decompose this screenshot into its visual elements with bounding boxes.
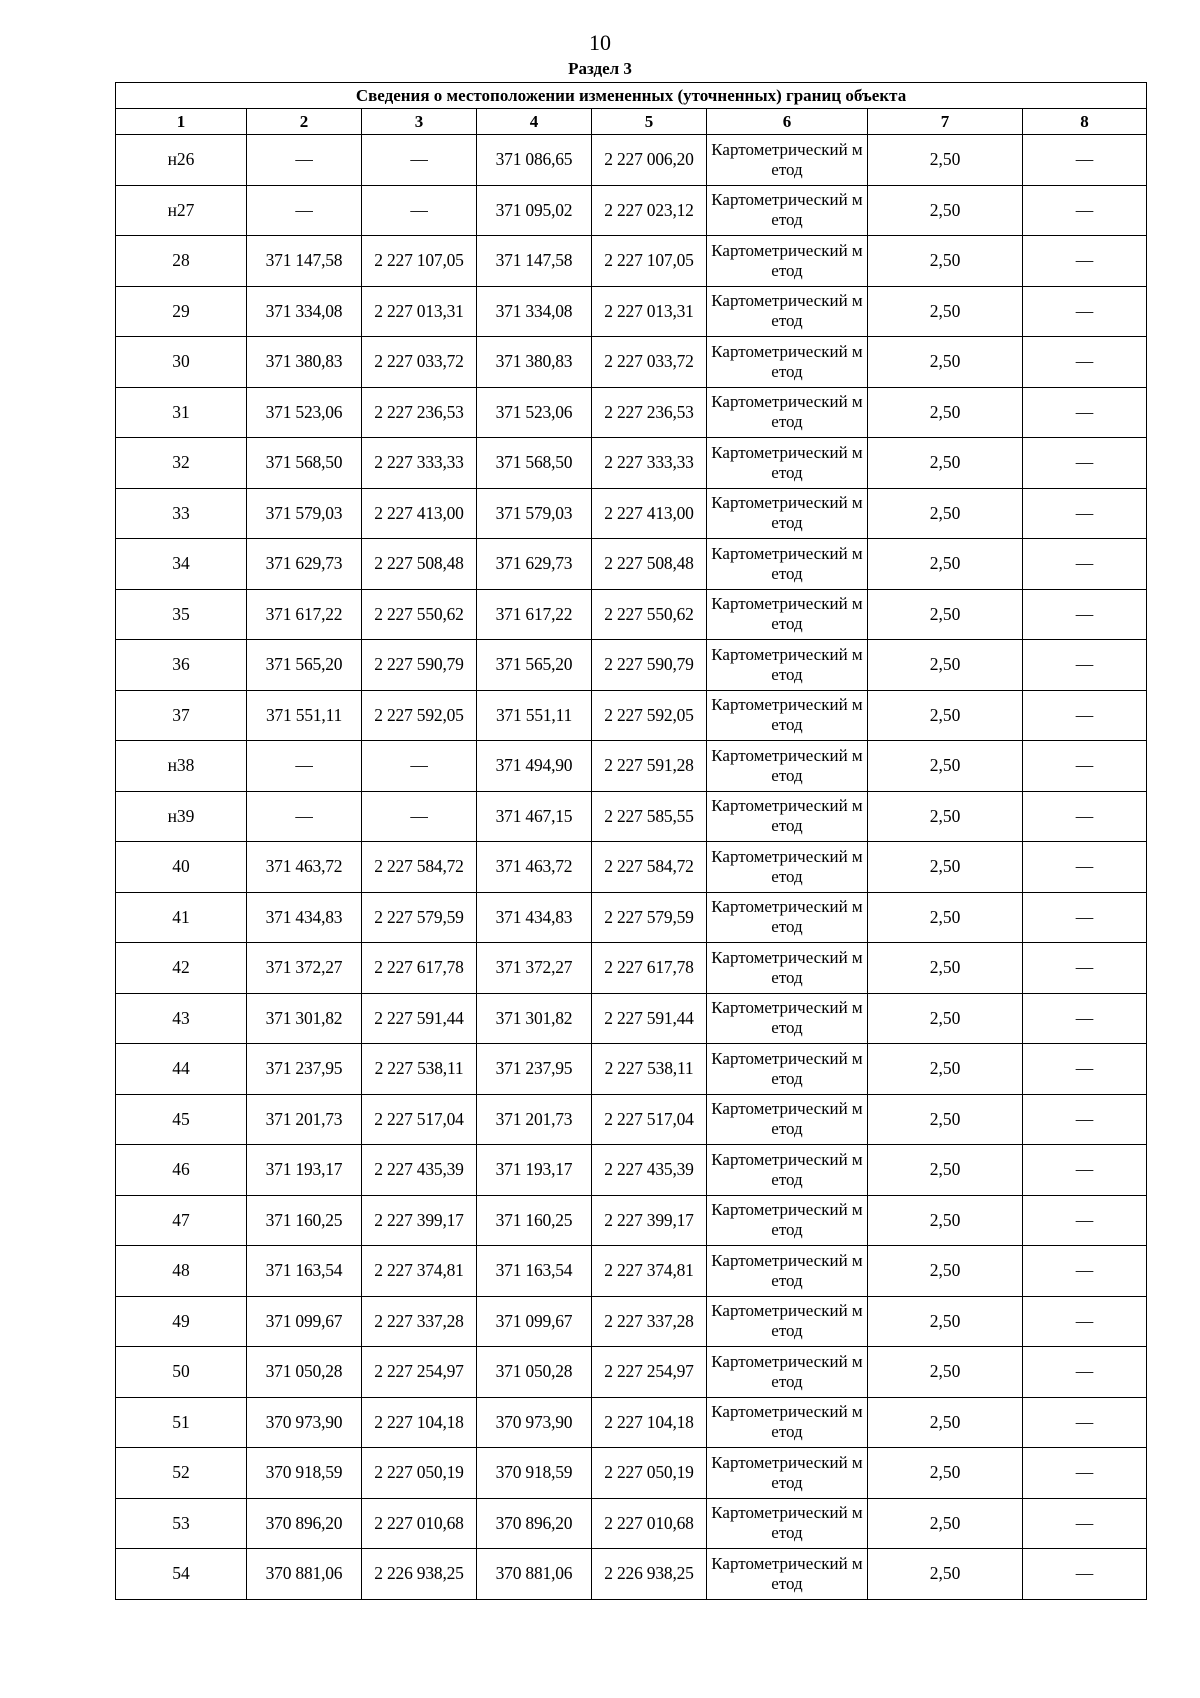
x-old-cell: 371 579,03 bbox=[247, 488, 362, 539]
table-row bbox=[116, 1246, 1147, 1297]
y-new-cell: 2 227 374,81 bbox=[592, 1246, 707, 1297]
table-row bbox=[116, 1549, 1147, 1600]
y-new-cell: 2 227 333,33 bbox=[592, 438, 707, 489]
x-old-cell: 371 301,82 bbox=[247, 993, 362, 1044]
x-new-cell: 371 372,27 bbox=[477, 943, 592, 994]
method-cell: Картометрический метод bbox=[707, 741, 868, 792]
x-old-cell: 371 334,08 bbox=[247, 286, 362, 337]
y-old-cell: 2 227 107,05 bbox=[362, 236, 477, 287]
point-name-cell: 49 bbox=[116, 1296, 247, 1347]
x-new-cell: 371 568,50 bbox=[477, 438, 592, 489]
accuracy-cell: 2,50 bbox=[868, 640, 1023, 691]
method-cell: Картометрический метод bbox=[707, 1044, 868, 1095]
table-body bbox=[116, 135, 1147, 1600]
table-row bbox=[116, 640, 1147, 691]
method-cell: Картометрический метод bbox=[707, 842, 868, 893]
accuracy-cell: 2,50 bbox=[868, 1347, 1023, 1398]
accuracy-cell: 2,50 bbox=[868, 1549, 1023, 1600]
x-new-cell: 371 334,08 bbox=[477, 286, 592, 337]
table-row bbox=[116, 539, 1147, 590]
x-old-cell: 371 160,25 bbox=[247, 1195, 362, 1246]
y-new-cell: 2 227 508,48 bbox=[592, 539, 707, 590]
table-row bbox=[116, 1448, 1147, 1499]
method-cell: Картометрический метод bbox=[707, 1498, 868, 1549]
x-new-cell: 371 301,82 bbox=[477, 993, 592, 1044]
x-new-cell: 371 237,95 bbox=[477, 1044, 592, 1095]
note-cell: — bbox=[1023, 1296, 1147, 1347]
table-row bbox=[116, 185, 1147, 236]
x-old-cell: 371 617,22 bbox=[247, 589, 362, 640]
table-row bbox=[116, 387, 1147, 438]
accuracy-cell: 2,50 bbox=[868, 286, 1023, 337]
y-new-cell: 2 227 010,68 bbox=[592, 1498, 707, 1549]
y-new-cell: 2 227 517,04 bbox=[592, 1094, 707, 1145]
x-old-cell: 371 523,06 bbox=[247, 387, 362, 438]
table-row bbox=[116, 892, 1147, 943]
table-row bbox=[116, 842, 1147, 893]
point-name-cell: 37 bbox=[116, 690, 247, 741]
method-cell: Картометрический метод bbox=[707, 539, 868, 590]
column-number: 6 bbox=[707, 109, 868, 135]
point-name-cell: 48 bbox=[116, 1246, 247, 1297]
method-cell: Картометрический метод bbox=[707, 337, 868, 388]
y-new-cell: 2 227 050,19 bbox=[592, 1448, 707, 1499]
table-row bbox=[116, 1498, 1147, 1549]
accuracy-cell: 2,50 bbox=[868, 1044, 1023, 1095]
x-old-cell: 370 881,06 bbox=[247, 1549, 362, 1600]
method-cell: Картометрический метод bbox=[707, 589, 868, 640]
y-old-cell: 2 227 550,62 bbox=[362, 589, 477, 640]
accuracy-cell: 2,50 bbox=[868, 438, 1023, 489]
note-cell: — bbox=[1023, 1094, 1147, 1145]
y-new-cell: 2 227 592,05 bbox=[592, 690, 707, 741]
table-row bbox=[116, 589, 1147, 640]
x-old-cell: 371 463,72 bbox=[247, 842, 362, 893]
y-new-cell: 2 227 107,05 bbox=[592, 236, 707, 287]
x-old-cell: 371 434,83 bbox=[247, 892, 362, 943]
y-new-cell: 2 227 236,53 bbox=[592, 387, 707, 438]
point-name-cell: 36 bbox=[116, 640, 247, 691]
y-old-cell: 2 227 337,28 bbox=[362, 1296, 477, 1347]
y-new-cell: 2 227 591,44 bbox=[592, 993, 707, 1044]
accuracy-cell: 2,50 bbox=[868, 236, 1023, 287]
y-old-cell: — bbox=[362, 185, 477, 236]
accuracy-cell: 2,50 bbox=[868, 135, 1023, 186]
note-cell: — bbox=[1023, 337, 1147, 388]
accuracy-cell: 2,50 bbox=[868, 488, 1023, 539]
y-old-cell: 2 227 579,59 bbox=[362, 892, 477, 943]
y-old-cell: 2 227 236,53 bbox=[362, 387, 477, 438]
point-name-cell: н39 bbox=[116, 791, 247, 842]
x-new-cell: 371 617,22 bbox=[477, 589, 592, 640]
table-row bbox=[116, 1044, 1147, 1095]
point-name-cell: 34 bbox=[116, 539, 247, 590]
y-new-cell: 2 227 104,18 bbox=[592, 1397, 707, 1448]
accuracy-cell: 2,50 bbox=[868, 539, 1023, 590]
y-old-cell: 2 227 413,00 bbox=[362, 488, 477, 539]
method-cell: Картометрический метод bbox=[707, 892, 868, 943]
method-cell: Картометрический метод bbox=[707, 943, 868, 994]
y-new-cell: 2 227 617,78 bbox=[592, 943, 707, 994]
point-name-cell: 46 bbox=[116, 1145, 247, 1196]
x-old-cell: 371 237,95 bbox=[247, 1044, 362, 1095]
method-cell: Картометрический метод bbox=[707, 1145, 868, 1196]
note-cell: — bbox=[1023, 892, 1147, 943]
note-cell: — bbox=[1023, 690, 1147, 741]
method-cell: Картометрический метод bbox=[707, 1549, 868, 1600]
y-new-cell: 2 226 938,25 bbox=[592, 1549, 707, 1600]
y-old-cell: 2 226 938,25 bbox=[362, 1549, 477, 1600]
accuracy-cell: 2,50 bbox=[868, 387, 1023, 438]
table-row bbox=[116, 286, 1147, 337]
x-new-cell: 371 050,28 bbox=[477, 1347, 592, 1398]
accuracy-cell: 2,50 bbox=[868, 185, 1023, 236]
x-new-cell: 371 099,67 bbox=[477, 1296, 592, 1347]
y-old-cell: 2 227 435,39 bbox=[362, 1145, 477, 1196]
y-old-cell: 2 227 254,97 bbox=[362, 1347, 477, 1398]
y-old-cell: 2 227 010,68 bbox=[362, 1498, 477, 1549]
y-old-cell: 2 227 374,81 bbox=[362, 1246, 477, 1297]
x-new-cell: 371 380,83 bbox=[477, 337, 592, 388]
table-row bbox=[116, 1195, 1147, 1246]
y-new-cell: 2 227 033,72 bbox=[592, 337, 707, 388]
y-old-cell: — bbox=[362, 791, 477, 842]
method-cell: Картометрический метод bbox=[707, 135, 868, 186]
method-cell: Картометрический метод bbox=[707, 488, 868, 539]
accuracy-cell: 2,50 bbox=[868, 1246, 1023, 1297]
table-row bbox=[116, 993, 1147, 1044]
point-name-cell: 54 bbox=[116, 1549, 247, 1600]
y-old-cell: 2 227 033,72 bbox=[362, 337, 477, 388]
x-old-cell: — bbox=[247, 791, 362, 842]
accuracy-cell: 2,50 bbox=[868, 943, 1023, 994]
point-name-cell: 51 bbox=[116, 1397, 247, 1448]
y-new-cell: 2 227 337,28 bbox=[592, 1296, 707, 1347]
table-row bbox=[116, 690, 1147, 741]
method-cell: Картометрический метод bbox=[707, 1397, 868, 1448]
x-old-cell: 370 973,90 bbox=[247, 1397, 362, 1448]
column-number: 3 bbox=[362, 109, 477, 135]
point-name-cell: 50 bbox=[116, 1347, 247, 1398]
y-old-cell: 2 227 591,44 bbox=[362, 993, 477, 1044]
y-new-cell: 2 227 399,17 bbox=[592, 1195, 707, 1246]
x-old-cell: 370 896,20 bbox=[247, 1498, 362, 1549]
y-old-cell: 2 227 590,79 bbox=[362, 640, 477, 691]
y-new-cell: 2 227 023,12 bbox=[592, 185, 707, 236]
method-cell: Картометрический метод bbox=[707, 387, 868, 438]
y-new-cell: 2 227 413,00 bbox=[592, 488, 707, 539]
note-cell: — bbox=[1023, 438, 1147, 489]
point-name-cell: н38 bbox=[116, 741, 247, 792]
column-number: 7 bbox=[868, 109, 1023, 135]
point-name-cell: 44 bbox=[116, 1044, 247, 1095]
x-new-cell: 371 467,15 bbox=[477, 791, 592, 842]
table-row bbox=[116, 1397, 1147, 1448]
table-row bbox=[116, 1145, 1147, 1196]
x-old-cell: 371 380,83 bbox=[247, 337, 362, 388]
table-caption-row bbox=[116, 83, 1147, 109]
y-old-cell: 2 227 104,18 bbox=[362, 1397, 477, 1448]
note-cell: — bbox=[1023, 1195, 1147, 1246]
table-row bbox=[116, 438, 1147, 489]
y-old-cell: 2 227 517,04 bbox=[362, 1094, 477, 1145]
point-name-cell: н27 bbox=[116, 185, 247, 236]
point-name-cell: 29 bbox=[116, 286, 247, 337]
table-row bbox=[116, 236, 1147, 287]
accuracy-cell: 2,50 bbox=[868, 1296, 1023, 1347]
point-name-cell: 47 bbox=[116, 1195, 247, 1246]
accuracy-cell: 2,50 bbox=[868, 892, 1023, 943]
x-old-cell: — bbox=[247, 135, 362, 186]
x-old-cell: 371 568,50 bbox=[247, 438, 362, 489]
note-cell: — bbox=[1023, 1397, 1147, 1448]
y-new-cell: 2 227 579,59 bbox=[592, 892, 707, 943]
note-cell: — bbox=[1023, 1498, 1147, 1549]
table-row bbox=[116, 337, 1147, 388]
table-row bbox=[116, 135, 1147, 186]
y-old-cell: — bbox=[362, 135, 477, 186]
accuracy-cell: 2,50 bbox=[868, 993, 1023, 1044]
x-new-cell: 371 163,54 bbox=[477, 1246, 592, 1297]
method-cell: Картометрический метод bbox=[707, 791, 868, 842]
note-cell: — bbox=[1023, 943, 1147, 994]
y-new-cell: 2 227 435,39 bbox=[592, 1145, 707, 1196]
x-old-cell: 371 099,67 bbox=[247, 1296, 362, 1347]
y-old-cell: 2 227 013,31 bbox=[362, 286, 477, 337]
x-new-cell: 371 201,73 bbox=[477, 1094, 592, 1145]
x-new-cell: 371 629,73 bbox=[477, 539, 592, 590]
accuracy-cell: 2,50 bbox=[868, 1498, 1023, 1549]
column-number-row bbox=[116, 109, 1147, 135]
y-new-cell: 2 227 584,72 bbox=[592, 842, 707, 893]
x-old-cell: — bbox=[247, 741, 362, 792]
note-cell: — bbox=[1023, 387, 1147, 438]
point-name-cell: 43 bbox=[116, 993, 247, 1044]
y-old-cell: 2 227 399,17 bbox=[362, 1195, 477, 1246]
note-cell: — bbox=[1023, 842, 1147, 893]
y-old-cell: 2 227 333,33 bbox=[362, 438, 477, 489]
x-new-cell: 371 160,25 bbox=[477, 1195, 592, 1246]
method-cell: Картометрический метод bbox=[707, 185, 868, 236]
x-old-cell: 371 147,58 bbox=[247, 236, 362, 287]
table-row bbox=[116, 943, 1147, 994]
x-new-cell: 370 918,59 bbox=[477, 1448, 592, 1499]
note-cell: — bbox=[1023, 1145, 1147, 1196]
method-cell: Картометрический метод bbox=[707, 1094, 868, 1145]
note-cell: — bbox=[1023, 1448, 1147, 1499]
point-name-cell: 35 bbox=[116, 589, 247, 640]
accuracy-cell: 2,50 bbox=[868, 1145, 1023, 1196]
accuracy-cell: 2,50 bbox=[868, 741, 1023, 792]
y-old-cell: 2 227 508,48 bbox=[362, 539, 477, 590]
x-old-cell: 371 201,73 bbox=[247, 1094, 362, 1145]
note-cell: — bbox=[1023, 1246, 1147, 1297]
point-name-cell: 41 bbox=[116, 892, 247, 943]
y-new-cell: 2 227 254,97 bbox=[592, 1347, 707, 1398]
note-cell: — bbox=[1023, 993, 1147, 1044]
method-cell: Картометрический метод bbox=[707, 438, 868, 489]
accuracy-cell: 2,50 bbox=[868, 690, 1023, 741]
x-new-cell: 371 086,65 bbox=[477, 135, 592, 186]
point-name-cell: 45 bbox=[116, 1094, 247, 1145]
y-new-cell: 2 227 550,62 bbox=[592, 589, 707, 640]
x-old-cell: 371 551,11 bbox=[247, 690, 362, 741]
y-old-cell: 2 227 050,19 bbox=[362, 1448, 477, 1499]
note-cell: — bbox=[1023, 741, 1147, 792]
x-old-cell: — bbox=[247, 185, 362, 236]
x-old-cell: 371 163,54 bbox=[247, 1246, 362, 1297]
table-row bbox=[116, 1094, 1147, 1145]
column-number: 2 bbox=[247, 109, 362, 135]
table-row bbox=[116, 488, 1147, 539]
note-cell: — bbox=[1023, 640, 1147, 691]
method-cell: Картометрический метод bbox=[707, 640, 868, 691]
y-new-cell: 2 227 591,28 bbox=[592, 741, 707, 792]
method-cell: Картометрический метод bbox=[707, 1347, 868, 1398]
note-cell: — bbox=[1023, 286, 1147, 337]
x-old-cell: 371 050,28 bbox=[247, 1347, 362, 1398]
point-name-cell: 42 bbox=[116, 943, 247, 994]
accuracy-cell: 2,50 bbox=[868, 1448, 1023, 1499]
x-old-cell: 370 918,59 bbox=[247, 1448, 362, 1499]
y-old-cell: 2 227 584,72 bbox=[362, 842, 477, 893]
point-name-cell: 31 bbox=[116, 387, 247, 438]
y-new-cell: 2 227 538,11 bbox=[592, 1044, 707, 1095]
table-row bbox=[116, 741, 1147, 792]
x-new-cell: 370 881,06 bbox=[477, 1549, 592, 1600]
column-number: 4 bbox=[477, 109, 592, 135]
column-number: 8 bbox=[1023, 109, 1147, 135]
y-old-cell: 2 227 592,05 bbox=[362, 690, 477, 741]
table-row bbox=[116, 1296, 1147, 1347]
accuracy-cell: 2,50 bbox=[868, 1397, 1023, 1448]
method-cell: Картометрический метод bbox=[707, 1195, 868, 1246]
x-old-cell: 371 193,17 bbox=[247, 1145, 362, 1196]
point-name-cell: 40 bbox=[116, 842, 247, 893]
note-cell: — bbox=[1023, 1549, 1147, 1600]
method-cell: Картометрический метод bbox=[707, 286, 868, 337]
point-name-cell: н26 bbox=[116, 135, 247, 186]
y-new-cell: 2 227 585,55 bbox=[592, 791, 707, 842]
x-new-cell: 371 579,03 bbox=[477, 488, 592, 539]
x-new-cell: 371 494,90 bbox=[477, 741, 592, 792]
x-new-cell: 371 463,72 bbox=[477, 842, 592, 893]
table-row bbox=[116, 791, 1147, 842]
note-cell: — bbox=[1023, 185, 1147, 236]
column-number: 1 bbox=[116, 109, 247, 135]
method-cell: Картометрический метод bbox=[707, 1246, 868, 1297]
accuracy-cell: 2,50 bbox=[868, 842, 1023, 893]
table-caption: Сведения о местоположении измененных (уточненных) границ объекта bbox=[116, 83, 1147, 109]
method-cell: Картометрический метод bbox=[707, 1448, 868, 1499]
point-name-cell: 30 bbox=[116, 337, 247, 388]
note-cell: — bbox=[1023, 791, 1147, 842]
point-name-cell: 53 bbox=[116, 1498, 247, 1549]
x-new-cell: 371 565,20 bbox=[477, 640, 592, 691]
point-name-cell: 28 bbox=[116, 236, 247, 287]
accuracy-cell: 2,50 bbox=[868, 1195, 1023, 1246]
y-new-cell: 2 227 013,31 bbox=[592, 286, 707, 337]
x-new-cell: 371 095,02 bbox=[477, 185, 592, 236]
page-number: 10 bbox=[589, 30, 611, 55]
point-name-cell: 52 bbox=[116, 1448, 247, 1499]
section-title: Раздел 3 bbox=[568, 59, 632, 78]
y-old-cell: 2 227 617,78 bbox=[362, 943, 477, 994]
x-old-cell: 371 372,27 bbox=[247, 943, 362, 994]
x-new-cell: 371 193,17 bbox=[477, 1145, 592, 1196]
method-cell: Картометрический метод bbox=[707, 993, 868, 1044]
x-new-cell: 370 896,20 bbox=[477, 1498, 592, 1549]
x-new-cell: 371 147,58 bbox=[477, 236, 592, 287]
x-new-cell: 371 523,06 bbox=[477, 387, 592, 438]
x-new-cell: 370 973,90 bbox=[477, 1397, 592, 1448]
accuracy-cell: 2,50 bbox=[868, 337, 1023, 388]
x-old-cell: 371 565,20 bbox=[247, 640, 362, 691]
y-new-cell: 2 227 006,20 bbox=[592, 135, 707, 186]
accuracy-cell: 2,50 bbox=[868, 791, 1023, 842]
column-number: 5 bbox=[592, 109, 707, 135]
y-old-cell: 2 227 538,11 bbox=[362, 1044, 477, 1095]
note-cell: — bbox=[1023, 488, 1147, 539]
table-row bbox=[116, 1347, 1147, 1398]
method-cell: Картометрический метод bbox=[707, 236, 868, 287]
point-name-cell: 32 bbox=[116, 438, 247, 489]
accuracy-cell: 2,50 bbox=[868, 589, 1023, 640]
method-cell: Картометрический метод bbox=[707, 1296, 868, 1347]
y-old-cell: — bbox=[362, 741, 477, 792]
note-cell: — bbox=[1023, 589, 1147, 640]
note-cell: — bbox=[1023, 1044, 1147, 1095]
x-old-cell: 371 629,73 bbox=[247, 539, 362, 590]
point-name-cell: 33 bbox=[116, 488, 247, 539]
method-cell: Картометрический метод bbox=[707, 690, 868, 741]
y-new-cell: 2 227 590,79 bbox=[592, 640, 707, 691]
note-cell: — bbox=[1023, 236, 1147, 287]
coordinates-table bbox=[115, 82, 1147, 1600]
note-cell: — bbox=[1023, 1347, 1147, 1398]
x-new-cell: 371 551,11 bbox=[477, 690, 592, 741]
accuracy-cell: 2,50 bbox=[868, 1094, 1023, 1145]
x-new-cell: 371 434,83 bbox=[477, 892, 592, 943]
note-cell: — bbox=[1023, 135, 1147, 186]
note-cell: — bbox=[1023, 539, 1147, 590]
